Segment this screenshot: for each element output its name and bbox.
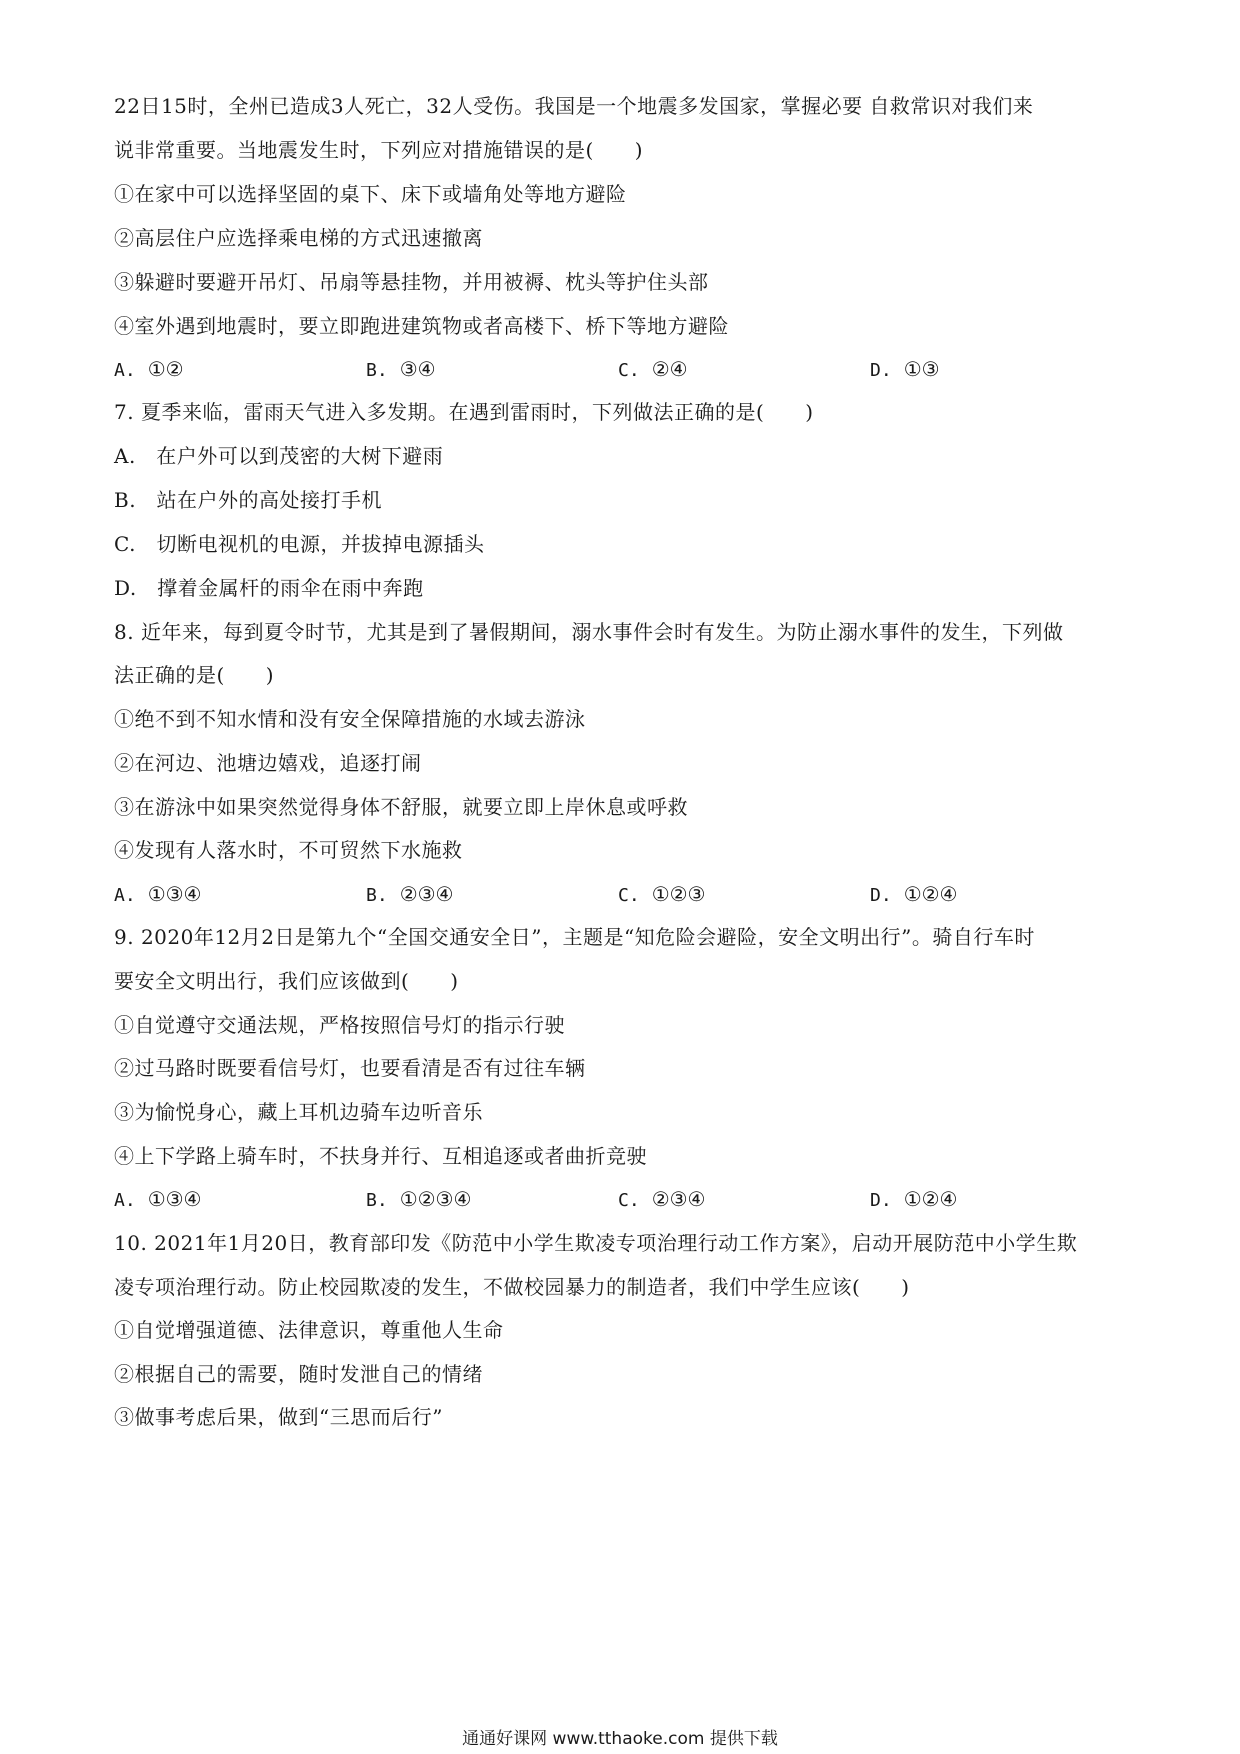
option-c: C. 切断电视机的电源，并拔掉电源插头 [114, 532, 485, 556]
option-b: B. ②③④ [366, 882, 454, 906]
option-c: C. ①②③ [618, 882, 706, 906]
text-line: ②根据自己的需要，随时发泄自己的情绪 [114, 1362, 483, 1386]
text-line: ①在家中可以选择坚固的桌下、床下或墙角处等地方避险 [114, 182, 627, 206]
text-line: ④室外遇到地震时，要立即跑进建筑物或者高楼下、桥下等地方避险 [114, 314, 729, 338]
question-10: 10. 2021年1月20日，教育部印发《防范中小学生欺凌专项治理行动工作方案》，启动开展防范中小学生欺 [114, 1231, 1078, 1255]
option-d: D. 撑着金属杆的雨伞在雨中奔跑 [114, 576, 424, 600]
text-line: ②在河边、池塘边嬉戏，追逐打闹 [114, 751, 422, 775]
text-line: 22日15时，全州已造成3人死亡，32人受伤。我国是一个地震多发国家，掌握必要 自救常识对我们来 [114, 94, 1034, 118]
option-a: A. 在户外可以到茂密的大树下避雨 [114, 444, 444, 468]
text-line: ②高层住户应选择乘电梯的方式迅速撤离 [114, 226, 483, 250]
option-d: D. ①③ [870, 357, 940, 381]
option-a: A. ①③④ [114, 1187, 202, 1211]
text-line: 凌专项治理行动。防止校园欺凌的发生，不做校园暴力的制造者，我们中学生应该( ) [114, 1275, 910, 1299]
text-line: ①自觉遵守交通法规，严格按照信号灯的指示行驶 [114, 1013, 565, 1037]
answer-options-q9 [114, 1185, 1134, 1213]
text-line: ①绝不到不知水情和没有安全保障措施的水域去游泳 [114, 707, 586, 731]
option-c: C. ②③④ [618, 1187, 706, 1211]
option-d: D. ①②④ [870, 882, 958, 906]
question-9: 9. 2020年12月2日是第九个“全国交通安全日”，主题是“知危险会避险，安全文明出行”。骑自行车时 [114, 925, 1035, 949]
answer-options-q8 [114, 880, 1134, 908]
text-line: ④上下学路上骑车时，不扶身并行、互相追逐或者曲折竞驶 [114, 1144, 647, 1168]
text-line: ③做事考虑后果，做到“三思而后行” [114, 1405, 443, 1429]
page-footer: 通通好课网 www.tthaoke.com 提供下载 [462, 1729, 778, 1749]
text-line: 说非常重要。当地震发生时，下列应对措施错误的是( ) [114, 138, 644, 162]
option-b: B. ③④ [366, 357, 436, 381]
text-line: ①自觉增强道德、法律意识，尊重他人生命 [114, 1318, 504, 1342]
text-line: ②过马路时既要看信号灯，也要看清是否有过往车辆 [114, 1056, 586, 1080]
text-line: 法正确的是( ) [114, 663, 275, 687]
option-c: C. ②④ [618, 357, 688, 381]
answer-options-q6 [114, 355, 1134, 383]
text-line: ③在游泳中如果突然觉得身体不舒服，就要立即上岸休息或呼救 [114, 795, 688, 819]
option-b: B. ①②③④ [366, 1187, 472, 1211]
option-d: D. ①②④ [870, 1187, 958, 1211]
question-7: 7. 夏季来临，雷雨天气进入多发期。在遇到雷雨时，下列做法正确的是( ) [114, 400, 814, 424]
option-a: A. ①② [114, 357, 184, 381]
text-line: ③躲避时要避开吊灯、吊扇等悬挂物，并用被褥、枕头等护住头部 [114, 270, 709, 294]
question-8: 8. 近年来，每到夏令时节，尤其是到了暑假期间，溺水事件会时有发生。为防止溺水事件的发生，下列做 [114, 620, 1064, 644]
option-a: A. ①③④ [114, 882, 202, 906]
text-line: 要安全文明出行，我们应该做到( ) [114, 969, 459, 993]
text-line: ④发现有人落水时，不可贸然下水施救 [114, 838, 463, 862]
text-line: ③为愉悦身心，藏上耳机边骑车边听音乐 [114, 1100, 483, 1124]
option-b: B. 站在户外的高处接打手机 [114, 488, 383, 512]
